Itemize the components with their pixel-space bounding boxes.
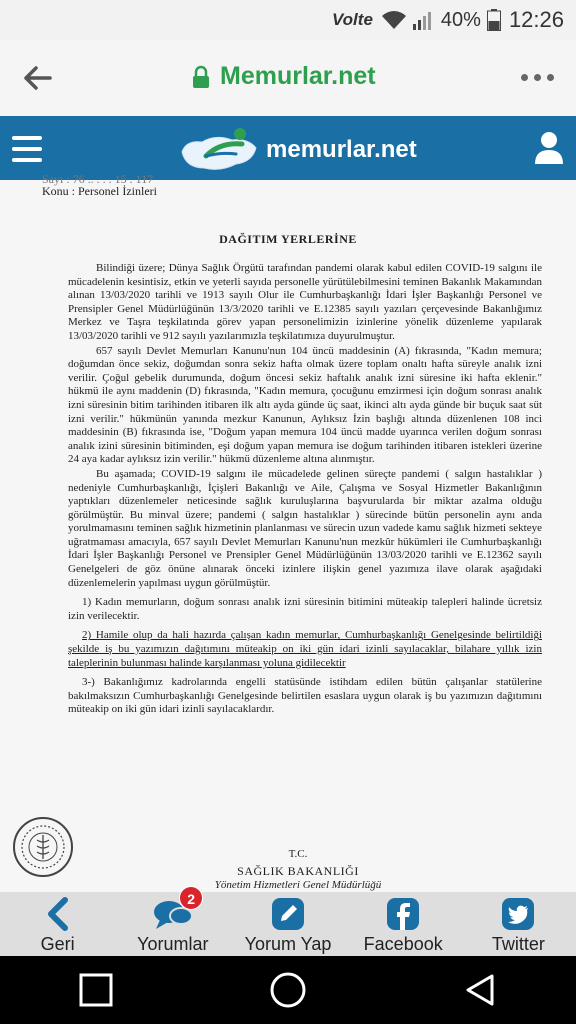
signature-department: Yönetim Hizmetleri Genel Müdürlüğü <box>214 879 382 891</box>
document-item-1: 1) Kadın memurların, doğum sonrası analık izni süresinin bitimini müteakip talepleri halinde ücretsiz izin verilecektir. <box>68 596 542 622</box>
site-logo[interactable] <box>176 122 417 178</box>
comments-action-button[interactable] <box>115 892 230 956</box>
write-comment-label: Yorum Yap <box>244 934 332 954</box>
back-triangle-icon[interactable] <box>450 960 510 1020</box>
site-header <box>0 116 576 180</box>
signature-tc: T.C. <box>288 848 308 860</box>
browser-toolbar <box>0 40 576 116</box>
twitter-share-button[interactable] <box>461 892 576 956</box>
wifi-icon <box>381 10 407 30</box>
clock: 12:26 <box>508 7 564 32</box>
facebook-label: Facebook <box>363 934 443 954</box>
volte-indicator: Volte <box>331 10 373 29</box>
write-comment-action-button[interactable] <box>230 892 345 956</box>
document-item-3: 3-) Bakanlığımız kadrolarında engelli statüsünde istihdam edilen bütün çalışanlar statülerine bakılmaksızın Cumhurbaşkanlığı Genelgesinde belirtilen esaslara uygun olarak iş bu yazımızın dağıtımını müteakip on iki gün idari izinli sayılacaklardır. <box>68 676 542 716</box>
document-paragraph: Bilindiği üzere; Dünya Sağlık Örgütü tarafından pandemi olarak kabul edilen COVID-19 salgını ile mücadelenin kesintisiz, etkin ve yeterli sayıda personelle yürütülebilmesini teminen Bakanlık Makamından alınan 13/03/2020 tarihli ve 1913 sayılı Olur ile Cumhurbaşkanlığı İdari İşler Başkanlığı Personel ve Prensipler Genel Müdürlüğünün 13/3/2020 tarihli ve E.12385 sayılı yazıları çerçevesinde Bakanlığımız Merkez ve Taşra teşkilatında görev yapan personelimizin izinlerine yönelik düzenleme yapılarak 13/03/2020 tarihli ve 912 sayılı yazılarımızla teşkilatımıza duyurulmuştur. <box>68 262 542 342</box>
document-subject: Konu : Personel İzinleri <box>42 184 157 198</box>
browser-back-icon[interactable] <box>22 62 54 94</box>
twitter-icon <box>500 896 536 932</box>
twitter-label: Twitter <box>491 934 545 954</box>
comments-count-badge: 2 <box>179 886 203 910</box>
facebook-icon <box>385 896 421 932</box>
document-number-line: Sayı : 76 .. . . . 15 . 117 <box>42 172 154 186</box>
home-icon[interactable] <box>258 960 318 1020</box>
battery-percent: 40% <box>440 8 481 31</box>
lock-icon <box>192 66 210 88</box>
battery-icon <box>487 9 501 31</box>
document-body <box>68 262 542 718</box>
recent-apps-icon[interactable] <box>66 960 126 1020</box>
signal-icon <box>413 10 435 30</box>
user-account-icon[interactable] <box>534 130 564 166</box>
address-bar[interactable] <box>192 62 376 91</box>
logo-mark-icon <box>176 122 260 178</box>
document-paragraph: 657 sayılı Devlet Memurları Kanunu'nun 104 üncü maddesinin (A) fıkrasında, "Kadın memura; doğumdan önce sekiz, doğumdan sonra sekiz hafta olmak üzere toplam onaltı hafta süreyle analık izni verilir. Çoğul gebelik durumunda, doğum öncesi sekiz haftalık analık izni süresine iki hafta eklenir." hükmü ile aynı maddenin (D) fıkrasında, "Kadın memura, çocuğunu emzirmesi için doğum sonrası analık izni süresinin bitim tarihinden itibaren ilk altı ayda günde üç saat, ikinci altı ayda günde bir buçuk saat süt izni verilir." hükmünün yanında mezkur Kanunun, Aylıksız İzin başlığı altında düzenlenen 108 inci maddesinin (B) fıkrasında ise, "Doğum yapan memura 104 üncü madde uyarınca verilen doğum sonrası analık izini süresinin bitiminden, eşi doğum yapan memura ise doğum tarihinden itibaren istekleri üzerine 24 aya kadar aylıksız izin verilir." hükmü düzenleme altına alınmıştır. <box>68 344 542 466</box>
document-item-2: 2) Hamile olup da hali hazırda çalışan kadın memurlar, Cumhurbaşkanlığı Genelgesinde belirtildiği şekilde iş bu yazımızın dağıtımını müteakip on iki gün idari izinli sayılacaklar, bilahare yıllık izin taleplerinin bulunması halinde karşılanması yoluna gidilecektir <box>68 629 542 669</box>
document-paragraph: Bu aşamada; COVID-19 salgını ile mücadelede gelinen süreçte pandemi ( salgın hastalıklar ) nedeniyle Cumhurbaşkanlığı, İçişleri Bakanlığı ve Aile, Çalışma ve Sosyal Hizmetler Bakanlığının yaptıkları düzenlemeler neticesinde sağlık kuruluşlarına başvurularda bir miktar azalma olduğu görülmüştür. Bu minval üzere; pandemi ( salgın hastalıklar ) sürecinde bütün personelin aynı anda yorulmamasını teminen sağlık hizmetinin planlanması ve sürecin uzun vadede kamu sağlık hizmeti sekteye uğratmaması amacıyla, 657 sayılı Devlet Memurları Kanunu'nun mezkûr hükümleri ile Cumhurbaşkanlığı İdari İşler Başkanlığı Personel ve Prensipler Genel Müdürlüğünün 13/03/2020 tarihli ve E.12362 sayılı Genelgeleri de göz önüne alınarak önceki izinlere ilişkin genel yazımıza ilave olarak aşağıdaki düzenlemelerin yapılması uygun görülmüştür. <box>68 467 542 589</box>
chevron-left-icon <box>43 896 73 932</box>
document-title: DAĞITIM YERLERİNE <box>219 232 357 246</box>
bottom-action-bar <box>0 892 576 956</box>
logo-text: memurlar.net <box>266 136 417 163</box>
facebook-share-button[interactable] <box>346 892 461 956</box>
system-navigation-bar <box>0 956 576 1024</box>
more-options-icon[interactable] <box>521 74 554 81</box>
hamburger-menu-icon[interactable] <box>12 136 42 162</box>
edit-pencil-icon <box>270 896 306 932</box>
url-text: Memurlar.net <box>220 62 376 90</box>
signature-ministry: SAĞLIK BAKANLIĞI <box>237 864 359 878</box>
document-image <box>0 172 576 892</box>
back-action-label: Geri <box>40 934 75 954</box>
back-action-button[interactable] <box>0 892 115 956</box>
comments-action-label: Yorumlar <box>137 934 209 954</box>
status-bar <box>0 0 576 40</box>
